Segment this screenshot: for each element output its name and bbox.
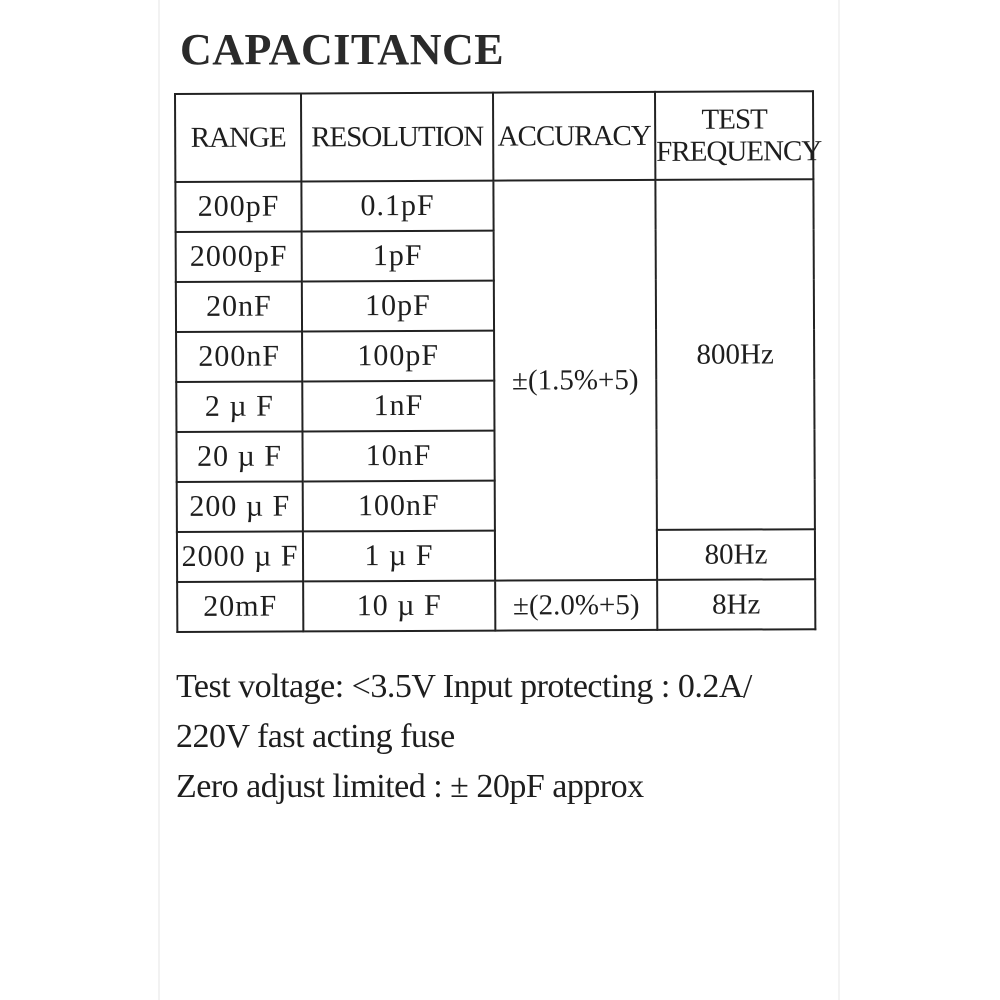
- header-test-frequency-line2: FREQUENCY: [656, 135, 822, 168]
- resolution-cell: 0.1pF: [301, 181, 493, 232]
- range-cell: 2 µ F: [176, 381, 302, 432]
- paper-edge-right: [838, 0, 840, 1000]
- note-test-voltage: Test voltage: <3.5V Input protecting : 0.2A/: [176, 668, 752, 705]
- capacitance-spec-table: [174, 90, 822, 633]
- resolution-cell: 100nF: [303, 481, 495, 532]
- note-fuse: 220V fast acting fuse: [176, 718, 455, 755]
- resolution-cell: 10nF: [302, 431, 494, 482]
- table-row: [175, 179, 813, 232]
- paper-edge-left: [158, 0, 160, 1000]
- range-cell: 2000 µ F: [177, 531, 303, 582]
- table-header-row: [175, 91, 813, 182]
- range-cell: 200pF: [175, 181, 301, 232]
- frequency-cell-main: 800Hz: [655, 179, 815, 530]
- spec-notes: [176, 662, 752, 812]
- accuracy-cell-main: ±(1.5%+5): [493, 180, 657, 581]
- note-zero-adjust: Zero adjust limited : ± 20pF approx: [176, 768, 644, 805]
- resolution-cell: 10 µ F: [303, 581, 495, 632]
- resolution-cell: 1pF: [302, 231, 494, 282]
- header-resolution: RESOLUTION: [301, 93, 493, 182]
- range-cell: 2000pF: [176, 231, 302, 282]
- range-cell: 20mF: [177, 581, 303, 632]
- range-cell: 20 µ F: [176, 431, 302, 482]
- table-row: [177, 579, 815, 632]
- header-accuracy: ACCURACY: [493, 92, 655, 181]
- frequency-cell-80hz: 80Hz: [657, 529, 815, 580]
- accuracy-cell-last: ±(2.0%+5): [495, 580, 657, 631]
- range-cell: 200nF: [176, 331, 302, 382]
- frequency-cell-8hz: 8Hz: [657, 579, 815, 630]
- page-title: CAPACITANCE: [180, 25, 505, 74]
- resolution-cell: 1nF: [302, 381, 494, 432]
- resolution-cell: 10pF: [302, 281, 494, 332]
- resolution-cell: 100pF: [302, 331, 494, 382]
- range-cell: 200 µ F: [177, 481, 303, 532]
- resolution-cell: 1 µ F: [303, 531, 495, 582]
- header-range: RANGE: [175, 93, 301, 182]
- header-test-frequency-line1: TEST: [701, 103, 767, 136]
- range-cell: 20nF: [176, 281, 302, 332]
- header-test-frequency: [655, 91, 822, 180]
